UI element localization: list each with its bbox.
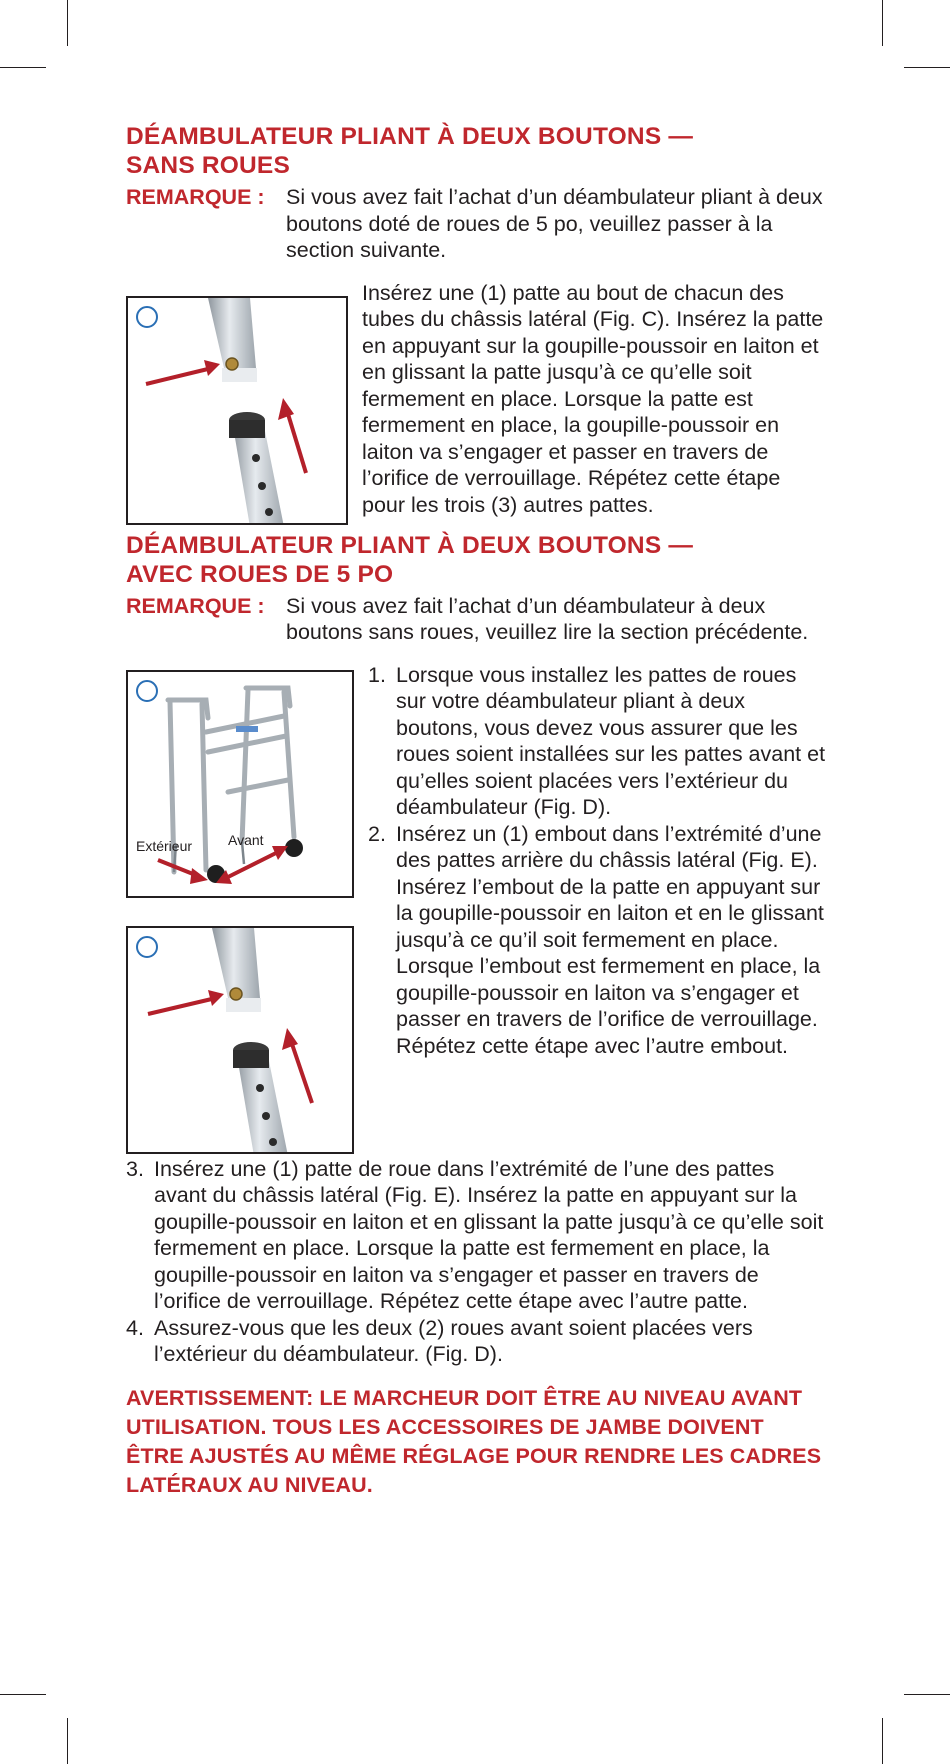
crop-mark (67, 0, 68, 46)
figure-d (126, 670, 354, 898)
steps-list-lower (126, 1156, 826, 1368)
step-text: Assurez-vous que les deux (2) roues avant soient placées vers l’extérieur du déambulateur. (Fig. D). (154, 1315, 753, 1366)
list-item (368, 821, 826, 1060)
figure-marker-circle-icon (136, 306, 158, 328)
section2-figures (126, 662, 354, 1154)
leg-tube-illustration (128, 928, 354, 1154)
step-text: Insérez une (1) patte de roue dans l’extrémité de l’une des pattes avant du châssis latéral (Fig. E). Insérez la patte en appuyant sur la goupille-poussoir en laiton et en glissant la patte jusqu’à ce qu’elle soit fermement en place. Lorsque la patte est fermement en place, la goupille-poussoir en laiton va s’engager et passer en travers de l’orifice de verrouillage. Répétez cette étape avec l’autre patte. (154, 1156, 824, 1313)
crop-mark (882, 0, 883, 46)
crop-mark (904, 1694, 950, 1695)
note-text: Si vous avez fait l’achat d’un déambulateur à deux boutons sans roues, veuillez lire la section précédente. (286, 593, 809, 644)
fig-label-exterior: Extérieur (136, 837, 193, 854)
list-item (126, 1315, 826, 1368)
list-item (368, 662, 826, 821)
figure-c (126, 296, 348, 525)
warning-text: AVERTISSEMENT: LE MARCHEUR DOIT ÊTRE AU NIVEAU AVANT UTILISATION. TOUS LES ACCESSOIRES DE JAMBE DOIVENT ÊTRE AJUSTÉS AU MÊME RÉGLAGE POUR RENDRE LES CADRES LATÉRAUX AU NIVEAU. (126, 1385, 822, 1497)
section1-paragraph: Insérez une (1) patte au bout de chacun des tubes du châssis latéral (Fig. C). Insérez la patte en appuyant sur la goupille-poussoir en laiton et en glissant la patte jusqu’à ce qu’elle soit fermement en place. Lorsque la patte est fermement en place, la goupille-poussoir en laiton va s’engager et passer en travers de l’orifice de verrouillage. Répétez cette étape pour les trois (3) autres pattes. (362, 280, 824, 517)
step-number: 2. (368, 821, 386, 846)
step-number: 4. (126, 1315, 144, 1340)
step-text: Insérez un (1) embout dans l’extrémité d’une des pattes arrière du châssis latéral (Fig. E). Insérez l’embout de la patte en appuyant sur la goupille-poussoir en laiton et en le glissant jusqu’à ce qu’il soit fermement en place. Lorsque l’embout est fermement en place, la goupille-poussoir en laiton va s’engager et passer en travers de l’orifice de verrouillage. Répétez cette étape avec l’autre embout. (396, 821, 824, 1058)
figure-marker-circle-icon (136, 680, 158, 702)
step-number: 3. (126, 1156, 144, 1181)
section1-body (126, 280, 826, 525)
section2-note (126, 593, 826, 646)
section1-note (126, 184, 826, 264)
figure-e (126, 926, 354, 1154)
step-text: Lorsque vous installez les pattes de roues sur votre déambulateur pliant à deux boutons, vous devez vous assurer que les roues soient installées sur les pattes avant et qu’elles soient placées vers l’extérieur du déambulateur (Fig. D). (396, 662, 826, 819)
steps-list-upper (368, 662, 826, 1154)
leg-tube-illustration (128, 298, 348, 525)
section2-title-line2: AVEC ROUES DE 5 PO (126, 560, 394, 588)
note-label: REMARQUE : (126, 185, 265, 209)
crop-mark (67, 1718, 68, 1764)
crop-mark (0, 67, 46, 68)
section1-title-line1: DÉAMBULATEUR PLIANT À DEUX BOUTONS — (126, 123, 694, 150)
red-arrow (146, 368, 212, 384)
section1-title (126, 122, 826, 180)
fig-label-front: Avant (228, 831, 264, 848)
section1-title-line2: SANS ROUES (126, 152, 291, 179)
crop-mark (882, 1718, 883, 1764)
crop-mark (904, 67, 950, 68)
figure-marker-circle-icon (136, 936, 158, 958)
section2-title-line1: DÉAMBULATEUR PLIANT À DEUX BOUTONS — (126, 531, 694, 559)
note-text: Si vous avez fait l’achat d’un déambulateur pliant à deux boutons doté de roues de 5 po, veuillez passer à la section suivante. (286, 185, 823, 262)
note-label: REMARQUE : (126, 593, 265, 618)
walker-illustration (128, 672, 354, 898)
crop-mark (0, 1694, 46, 1695)
section2-body (126, 662, 826, 1154)
step-number: 1. (368, 662, 386, 687)
section2-title (126, 531, 826, 589)
instructions-page (126, 122, 826, 1500)
list-item (126, 1156, 826, 1315)
